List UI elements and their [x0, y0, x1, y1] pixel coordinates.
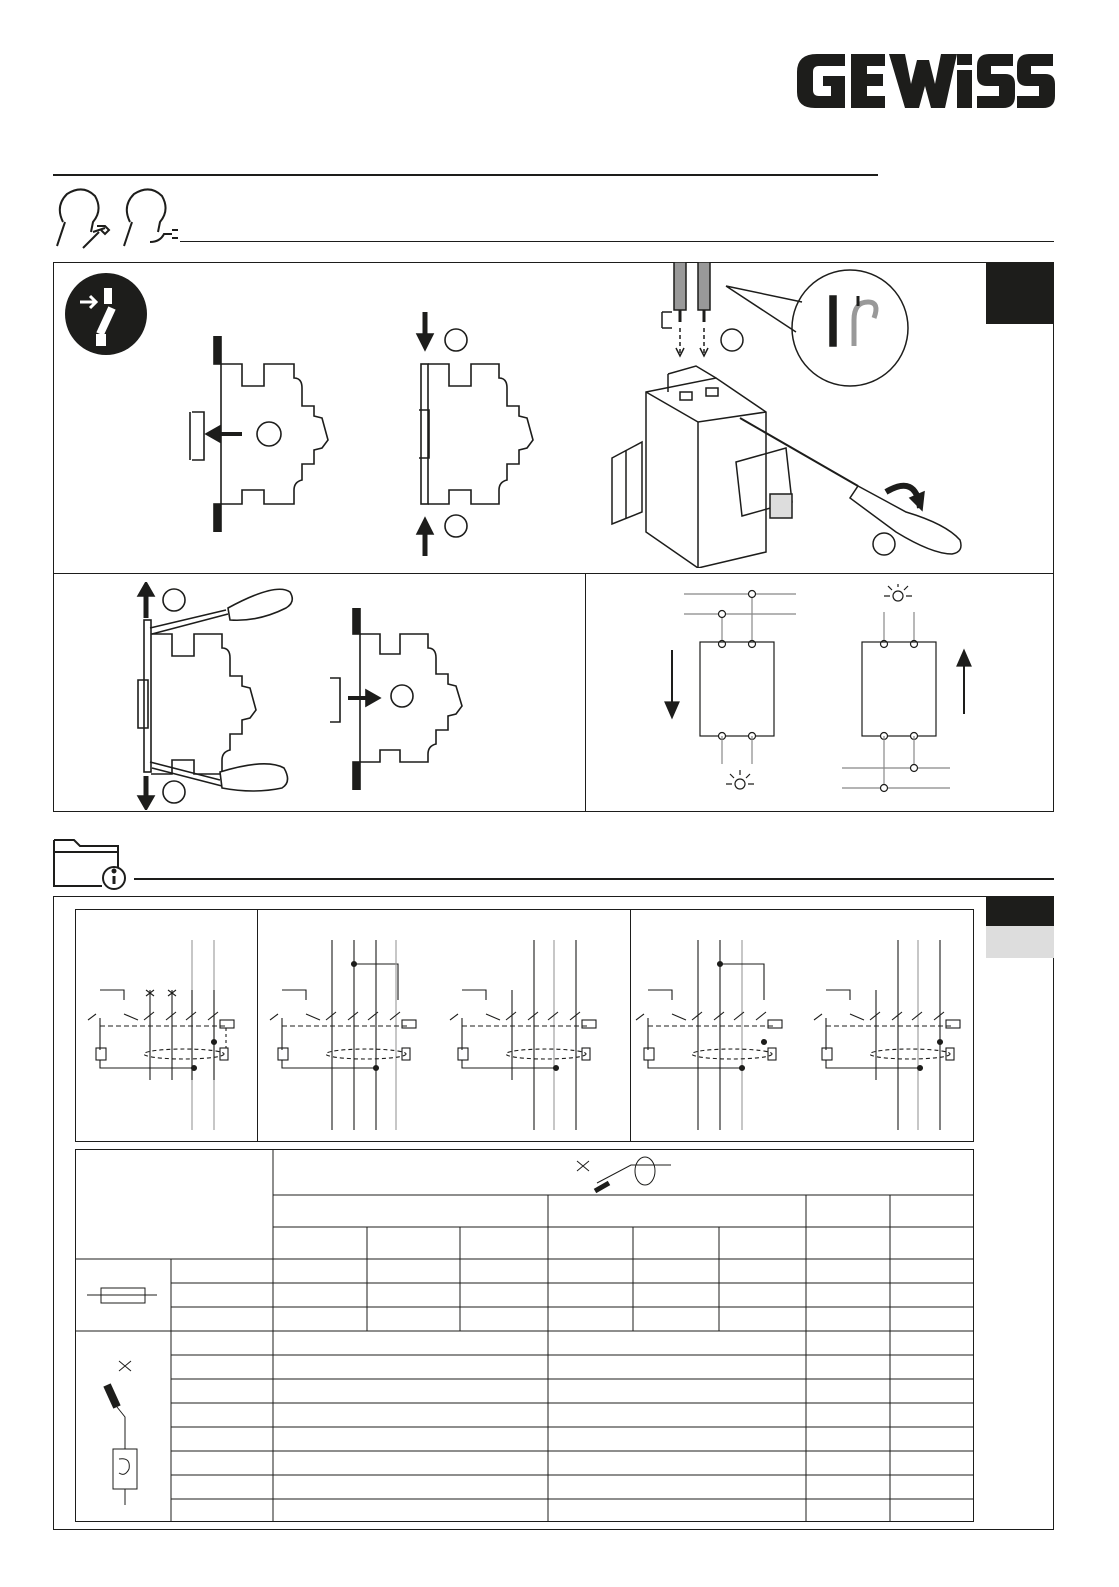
step-removal-clips-drawing	[136, 582, 296, 810]
section-tab-marker	[986, 262, 1054, 324]
wiring-schematic-2	[268, 940, 428, 1130]
wiring-divider-1	[257, 909, 258, 1142]
wiring-schematic-3	[448, 940, 608, 1130]
supply-bottom-diagram	[838, 584, 978, 798]
disconnect-power-icon	[64, 272, 148, 356]
top-rule	[53, 174, 878, 176]
panel-divider-vertical	[585, 573, 586, 812]
installer-person-wrench-icon	[53, 186, 115, 250]
step-clips-closed-drawing	[405, 312, 555, 556]
info-tab-marker	[986, 896, 1054, 926]
gewiss-logo	[795, 52, 1055, 110]
info-tab-marker-gray	[986, 926, 1054, 958]
step-wire-connection-drawing	[606, 262, 966, 568]
panel-divider-horizontal	[53, 573, 1054, 574]
info-header-rule	[134, 878, 1054, 880]
person-plug-icon	[120, 186, 182, 250]
installation-header-rule	[180, 241, 1054, 242]
wiring-schematic-5	[812, 940, 972, 1130]
supply-top-diagram	[660, 584, 800, 798]
wiring-schematic-4	[634, 940, 794, 1130]
step-mount-device-drawing	[182, 336, 352, 532]
step-remove-device-drawing	[328, 608, 478, 790]
coordination-table	[75, 1149, 974, 1522]
wiring-divider-2	[630, 909, 631, 1142]
folder-info-icon	[52, 834, 132, 890]
wiring-schematic-1	[86, 940, 246, 1130]
